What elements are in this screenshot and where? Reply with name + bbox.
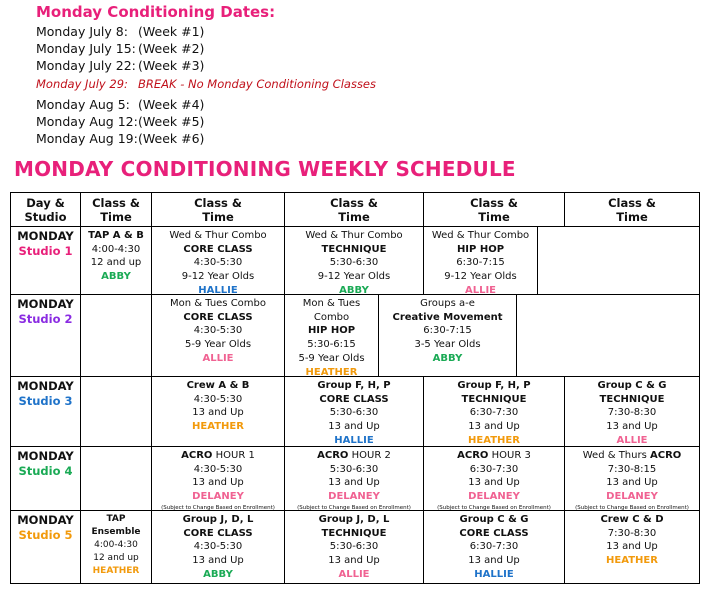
class-cell: Wed & Thur Combo CORE CLASS 4:30-5:30 9-12 Year Olds HALLIE (151, 226, 284, 294)
schedule-title: MONDAY CONDITIONING WEEKLY SCHEDULE (14, 157, 516, 181)
header-class-time: Class & Time (284, 192, 423, 226)
class-cell: ACRO HOUR 2 5:30-6:30 13 and Up DELANEY (Subject to Change Based on Enrollment) (284, 446, 423, 510)
class-cell: Group J, D, L TECHNIQUE 5:30-6:30 13 and Up ALLIE (284, 510, 423, 583)
empty-cell (80, 376, 151, 446)
class-cell: Group C & G TECHNIQUE 7:30-8:30 13 and Up ALLIE (564, 376, 699, 446)
header-class-time: Class & Time (564, 192, 699, 226)
header-day-studio: Day & Studio (10, 192, 80, 226)
header-class-time: Class & Time (423, 192, 564, 226)
class-cell: Group F, H, P CORE CLASS 5:30-6:30 13 and Up HALLIE (284, 376, 423, 446)
class-cell: Group C & G CORE CLASS 6:30-7:30 13 and Up HALLIE (423, 510, 564, 583)
class-cell: Groups a-e Creative Movement 6:30-7:15 3-5 Year Olds ABBY (378, 294, 516, 376)
class-cell: ACRO HOUR 3 6:30-7:30 13 and Up DELANEY (Subject to Change Based on Enrollment) (423, 446, 564, 510)
enrollment-note: (Subject to Change Based on Enrollment) (575, 504, 689, 510)
break-row: Monday July 29: BREAK - No Monday Conditioning Classes (36, 77, 377, 91)
class-cell: ACRO HOUR 1 4:30-5:30 13 and Up DELANEY (Subject to Change Based on Enrollment) (151, 446, 284, 510)
conditioning-dates (36, 3, 376, 147)
class-cell: Wed & Thur Combo TECHNIQUE 5:30-6:30 9-12 Year Olds ABBY (284, 226, 423, 294)
day-studio-5: MONDAY Studio 5 (10, 510, 80, 583)
class-cell: TAP A & B 4:00-4:30 12 and up ABBY (80, 226, 151, 294)
date-row: Monday Aug 19:(Week #6) (36, 131, 205, 146)
empty-cell (516, 294, 699, 376)
table-border-right (699, 192, 700, 584)
header-class-time: Class & Time (151, 192, 284, 226)
header-class-time: Class & Time (80, 192, 151, 226)
day-studio-4: MONDAY Studio 4 (10, 446, 80, 510)
date-row: Monday July 8: (Week #1) (36, 24, 205, 39)
class-cell: TAP Ensemble 4:00-4:30 12 and up HEATHER (80, 510, 151, 583)
class-cell: Wed & Thurs ACRO 7:30-8:15 13 and Up DELANEY (Subject to Change Based on Enrollment) (564, 446, 699, 510)
class-cell: Mon & Tues Combo HIP HOP 5:30-6:15 5-9 Year Olds HEATHER (284, 294, 378, 376)
date-row: Monday Aug 5: (Week #4) (36, 97, 205, 112)
enrollment-note: (Subject to Change Based on Enrollment) (297, 504, 411, 510)
date-row: Monday Aug 12:(Week #5) (36, 114, 205, 129)
class-cell: Group F, H, P TECHNIQUE 6:30-7:30 13 and Up HEATHER (423, 376, 564, 446)
class-cell: Crew C & D 7:30-8:30 13 and Up HEATHER (564, 510, 699, 583)
class-cell: Crew A & B 4:30-5:30 13 and Up HEATHER (151, 376, 284, 446)
day-studio-3: MONDAY Studio 3 (10, 376, 80, 446)
empty-cell (80, 446, 151, 510)
dates-title: Monday Conditioning Dates: (36, 3, 276, 21)
enrollment-note: (Subject to Change Based on Enrollment) (437, 504, 551, 510)
class-cell: Group J, D, L CORE CLASS 4:30-5:30 13 and Up ABBY (151, 510, 284, 583)
class-cell: Mon & Tues Combo CORE CLASS 4:30-5:30 5-9 Year Olds ALLIE (151, 294, 284, 376)
day-studio-2: MONDAY Studio 2 (10, 294, 80, 376)
day-studio-1: MONDAY Studio 1 (10, 226, 80, 294)
table-border-bottom (10, 583, 700, 584)
empty-cell (80, 294, 151, 376)
date-row: Monday July 15: (Week #2) (36, 41, 205, 56)
date-row: Monday July 22: (Week #3) (36, 58, 205, 73)
enrollment-note: (Subject to Change Based on Enrollment) (161, 504, 275, 510)
empty-cell (537, 226, 699, 294)
class-cell: Wed & Thur Combo HIP HOP 6:30-7:15 9-12 Year Olds ALLIE (423, 226, 537, 294)
